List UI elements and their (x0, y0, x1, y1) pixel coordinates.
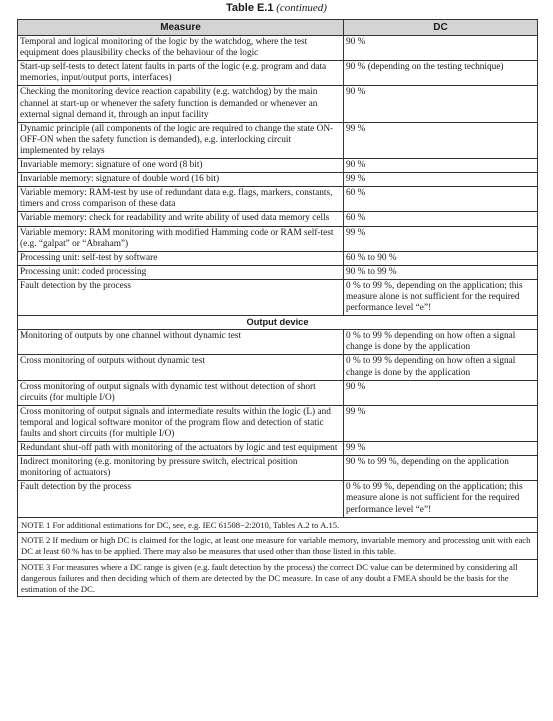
table-row (18, 405, 538, 441)
dc-cell: 60 % (344, 212, 538, 226)
dc-cell: 0 % to 99 % depending on how often a signal change is done by the application (344, 355, 538, 380)
measure-cell: Cross monitoring of output signals with dynamic test without detection of short circuits (for multiple I/O) (18, 380, 344, 405)
measure-cell: Redundant shut-off path with monitoring of the actuators by logic and test equipment (18, 442, 344, 456)
dc-cell: 99 % (344, 122, 538, 158)
notes (18, 517, 538, 597)
table-title-suffix: (continued) (276, 2, 327, 14)
table-row (18, 122, 538, 158)
table-row (18, 212, 538, 226)
measure-cell: Variable memory: RAM monitoring with modified Hamming code or RAM self-test (e.g. “galpat” or “Abraham”) (18, 226, 344, 251)
note-row (18, 560, 538, 597)
dc-cell: 0 % to 99 %, depending on the application; this measure alone is not sufficient for the required performance level “e”! (344, 279, 538, 315)
measure-cell: Dynamic principle (all components of the logic are required to change the state ON-OFF-ON when the safety function is demanded), e.g. interlocking circuit implemented by relays (18, 122, 344, 158)
table-title-label: Table E.1 (226, 2, 274, 14)
measure-cell: Fault detection by the process (18, 279, 344, 315)
dc-cell: 0 % to 99 %, depending on the application; this measure alone is not sufficient for the required performance level “e”! (344, 481, 538, 517)
dc-cell: 99 % (344, 226, 538, 251)
measure-cell: Cross monitoring of outputs without dynamic test (18, 355, 344, 380)
table-row (18, 330, 538, 355)
dc-cell: 90 % (344, 380, 538, 405)
dc-cell: 90 % (344, 86, 538, 122)
table-row (18, 279, 538, 315)
table-title (0, 2, 553, 15)
table-row (18, 61, 538, 86)
dc-measures-table (17, 19, 538, 597)
table-row (18, 456, 538, 481)
dc-cell: 90 % (344, 159, 538, 173)
table-row (18, 86, 538, 122)
measure-cell: Invariable memory: signature of double word (16 bit) (18, 173, 344, 187)
dc-cell: 90 % to 99 %, depending on the application (344, 456, 538, 481)
dc-cell: 99 % (344, 442, 538, 456)
table-row (18, 173, 538, 187)
section-output-device: Output device (18, 316, 538, 330)
table-row (18, 251, 538, 265)
measure-cell: Checking the monitoring device reaction capability (e.g. watchdog) by the main channel at start-up or whenever the safety function is demanded or whenever an external signal demand it, through an input facility (18, 86, 344, 122)
header-dc: DC (344, 20, 538, 36)
measure-cell: Processing unit: coded processing (18, 265, 344, 279)
measure-cell: Fault detection by the process (18, 481, 344, 517)
dc-cell: 99 % (344, 405, 538, 441)
measure-cell: Variable memory: RAM-test by use of redundant data e.g. flags, markers, constants, timers and cross comparison of these data (18, 187, 344, 212)
note-row (18, 517, 538, 533)
table-row (18, 226, 538, 251)
table-row (18, 481, 538, 517)
dc-cell: 0 % to 99 % depending on how often a signal change is done by the application (344, 330, 538, 355)
logic-rows (18, 36, 538, 316)
measure-cell: Monitoring of outputs by one channel without dynamic test (18, 330, 344, 355)
table-row (18, 265, 538, 279)
table-row (18, 187, 538, 212)
note-row (18, 533, 538, 560)
measure-cell: Invariable memory: signature of one word (8 bit) (18, 159, 344, 173)
dc-cell: 99 % (344, 173, 538, 187)
measure-cell: Start-up self-tests to detect latent faults in parts of the logic (e.g. program and data memories, input/output ports, interfaces) (18, 61, 344, 86)
measure-cell: Processing unit: self-test by software (18, 251, 344, 265)
dc-cell: 90 % to 99 % (344, 265, 538, 279)
header-row (18, 20, 538, 36)
section-row (18, 316, 538, 330)
table-row (18, 159, 538, 173)
note-text: NOTE 2 If medium or high DC is claimed for the logic, at least one measure for variable memory, invariable memory and processing unit with each DC at least 60 % has to be applied. There may also be measures that used other than those listed in this table. (18, 533, 538, 560)
table-row (18, 36, 538, 61)
table-row (18, 442, 538, 456)
dc-cell: 90 % (depending on the testing technique) (344, 61, 538, 86)
note-text: NOTE 3 For measures where a DC range is given (e.g. fault detection by the process) the correct DC value can be determined by considering all dangerous failures and then deciding which of them are detected by the DC measure. In case of any doubt a FMEA should be the basis for the estimation of the DC. (18, 560, 538, 597)
header-measure: Measure (18, 20, 344, 36)
table-row (18, 380, 538, 405)
table-row (18, 355, 538, 380)
measure-cell: Temporal and logical monitoring of the logic by the watchdog, where the test equipment does plausibility checks of the behaviour of the logic (18, 36, 344, 61)
note-text: NOTE 1 For additional estimations for DC, see, e.g. IEC 61508−2:2010, Tables A.2 to A.15. (18, 517, 538, 533)
measure-cell: Variable memory: check for readability and write ability of used data memory cells (18, 212, 344, 226)
output-device-rows (18, 330, 538, 517)
dc-cell: 60 % to 90 % (344, 251, 538, 265)
dc-cell: 60 % (344, 187, 538, 212)
measure-cell: Cross monitoring of output signals and intermediate results within the logic (L) and temporal and logical software monitor of the program flow and detection of static faults and short circuits (for multiple I/O) (18, 405, 344, 441)
measure-cell: Indirect monitoring (e.g. monitoring by pressure switch, electrical position monitoring of actuators) (18, 456, 344, 481)
dc-cell: 90 % (344, 36, 538, 61)
